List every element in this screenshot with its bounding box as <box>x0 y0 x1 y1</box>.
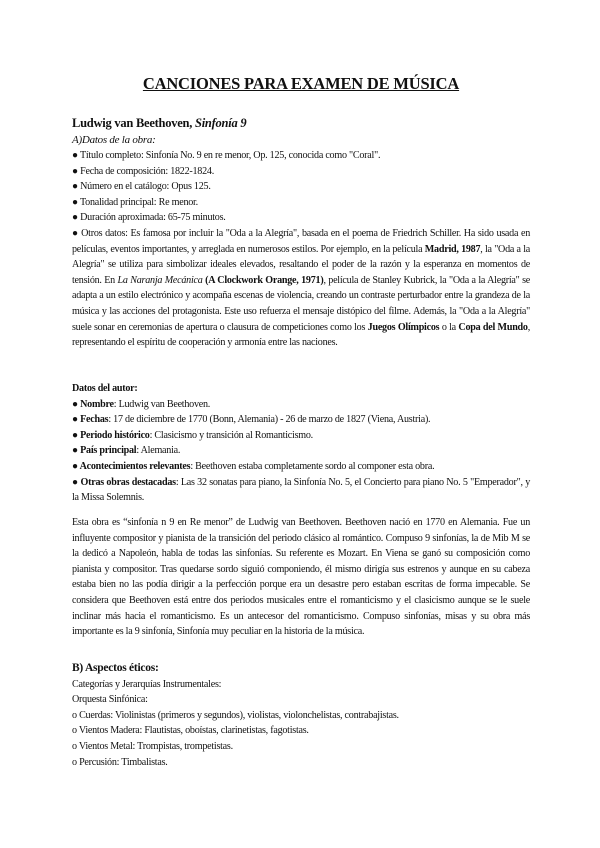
work-data-list <box>72 148 530 351</box>
biography-paragraph: Esta obra es “sinfonía n 9 en Re menor” de Ludwig van Beethoven. Beethoven nació en 1770 en Alemania. Fue un influyente compositor y pianista de la transición del periodo clásico al romántico. Compuso 9 sinfonías, la de Mib M se la dedicó a Napoleón, habla de todas las sinfonías. Su referente es Mozart. En Viena se ganó su composición como pianista y compositor. Tras quedarse sordo siguió componiendo, él mismo dirigía sus estrenos y aunque en su cabeza estaba bien no las podía dirigir a la perfección porque era un desastre pero estaban escritas de forma impecable. Se considera que Beethoven está entre dos periodos musicales entre el romanticismo y el clasicismo aunque se le suele inclinar más hacia el romanticismo. Es un antecesor del romanticismo. Compuso sinfonías, misas y su obra más importante es la 9 sinfonía, Sinfonía muy peculiar en la historia de la música. <box>72 517 530 638</box>
author-heading: Datos del autor: <box>72 383 138 394</box>
list-item: ● Fechas: 17 de diciembre de 1770 (Bonn, Alemania) - 26 de marzo de 1827 (Viena, Austria). <box>72 414 431 426</box>
composer-name: Ludwig van Beethoven, <box>72 116 195 130</box>
datos-obra-heading: A)Datos de la obra: <box>72 134 156 146</box>
ethics-heading: B) Aspectos éticos: <box>72 662 159 674</box>
document-title: CANCIONES PARA EXAMEN DE MÚSICA <box>142 74 460 93</box>
list-item: o Percusión: Timbalistas. <box>72 756 168 768</box>
list-item: o Vientos Metal: Trompistas, trompetistas. <box>72 740 233 752</box>
list-item: o Cuerdas: Violinistas (primeros y segundos), violistas, violonchelistas, contrabajistas. <box>72 709 399 721</box>
list-item: Orquesta Sinfónica: <box>72 694 148 706</box>
work-title: Sinfonía 9 <box>195 116 247 130</box>
list-item: ● Duración aproximada: 65-75 minutos. <box>72 212 226 224</box>
list-item: ● Acontecimientos relevantes: Beethoven estaba completamente sordo al componer esta obra. <box>72 460 435 472</box>
list-item: ● Número en el catálogo: Opus 125. <box>72 181 211 193</box>
list-item: ● Otras obras destacadas: Las 32 sonatas para piano, la Sinfonía No. 5, el Concierto para piano No. 5 "Emperador", y la Missa Solemnis. <box>72 476 530 504</box>
list-item: ● Título completo: Sinfonía No. 9 en re menor, Op. 125, conocida como "Coral". <box>72 150 381 161</box>
ethics-section <box>72 661 530 770</box>
list-item: ● País principal: Alemania. <box>72 445 181 457</box>
list-item: ● Tonalidad principal: Re menor. <box>72 196 198 208</box>
work-heading <box>72 116 530 132</box>
list-item: ● Periodo histórico: Clasicismo y transición al Romanticismo. <box>72 429 313 441</box>
author-data-section <box>72 381 530 506</box>
list-item: ● Fecha de composición: 1822-1824. <box>72 165 214 177</box>
list-item: Categorías y Jerarquías Instrumentales: <box>72 678 222 690</box>
list-item: ● Nombre: Ludwig van Beethoven. <box>72 398 211 410</box>
list-item: o Vientos Madera: Flautistas, oboístas, clarinetistas, fagotistas. <box>72 725 309 737</box>
otros-datos-paragraph: ● Otros datos: Es famosa por incluir la "Oda a la Alegría", basada en el poema de Friedrich Schiller. Ha sido usada en películas, eventos importantes, y arreglada en numerosos estilos. Por ejemplo, en la película Madrid, 1987, la "Oda a la Alegría" se utiliza para simbolizar ideales elevados, resaltando el poder de la razón y la esperanza en momentos de tensión. En La Naranja Mecánica (A Clockwork Orange, 1971), película de Stanley Kubrick, la "Oda a la Alegría" se adapta a un estilo electrónico y acompaña escenas de violencia, creando un contraste perturbador entre la grandeza de la música y las acciones del protagonista. Este uso refuerza el mensaje distópico del filme. Además, la "Oda a la Alegría" suele sonar en ceremonias de apertura o clausura de competiciones como los Juegos Olímpicos o la Copa del Mundo, representando el espíritu de cooperación y armonía entre las naciones. <box>72 227 531 349</box>
